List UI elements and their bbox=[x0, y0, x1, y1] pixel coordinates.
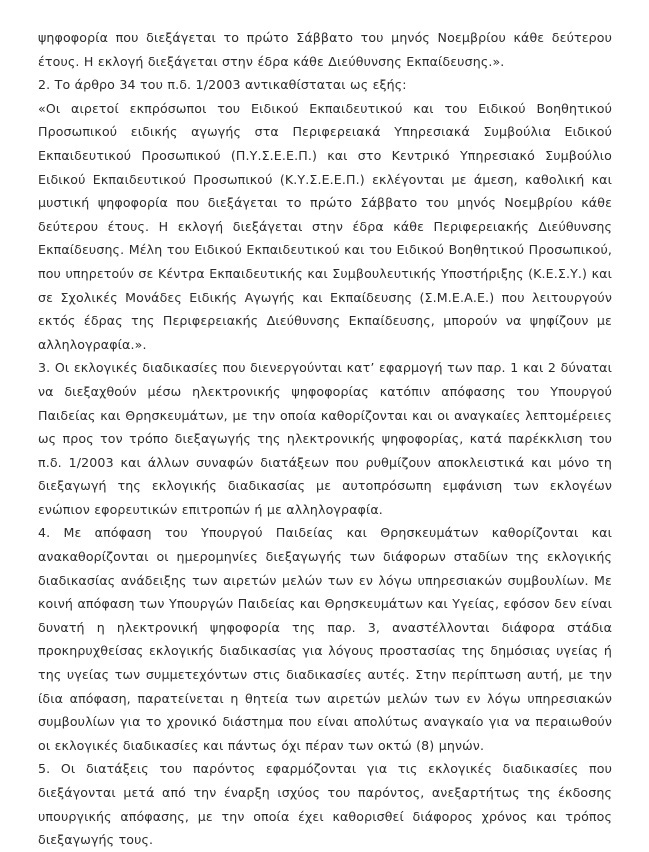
paragraph-2-quote: «Οι αιρετοί εκπρόσωποι του Ειδικού Εκπαιδευτικού και του Ειδικού Βοηθητικού Προσωπικού ειδικής αγωγής στα Περιφερειακά Υπηρεσιακά Συμβούλια Ειδικού Εκπαιδευτικού Προσωπικού (Π.Υ.Σ.Ε.Ε.Π.) και στο Κεντρικό Υπηρεσιακό Συμβούλιο Ειδικού Εκπαιδευτικού Προσωπικού (Κ.Υ.Σ.Ε.Ε.Π.) εκλέγονται με άμεση, καθολική και μυστική ψηφοφορία που διεξάγεται το πρώτο Σάββατο του μηνός Νοεμβρίου κάθε δεύτερου έτους. Η εκλογή διεξάγεται στην έδρα κάθε Περιφερειακής Διεύθυνσης Εκπαίδευσης. Μέλη του Ειδικού Εκπαιδευτικού και του Ειδικού Βοηθητικού Προσωπικού, που υπηρετούν σε Κέντρα Εκπαιδευτικής και Συμβουλευτικής Υποστήριξης (Κ.Ε.Σ.Υ.) και σε Σχολικές Μονάδες Ειδικής Αγωγής και Εκπαίδευσης (Σ.Μ.Ε.Α.Ε.) που λειτουργούν εκτός έδρας της Περιφερειακής Διεύθυνσης Εκπαίδευσης, μπορούν να ψηφίζουν με αλληλογραφία.». bbox=[38, 100, 612, 352]
paragraph-continuation: ψηφοφορία που διεξάγεται το πρώτο Σάββατο του μηνός Νοεμβρίου κάθε δεύτερου έτους. Η εκλογή διεξάγεται στην έδρα κάθε Διεύθυνσης Εκπαίδευσης.». bbox=[38, 30, 612, 69]
paragraph-3: 3. Οι εκλογικές διαδικασίες που διενεργούνται κατ’ εφαρμογή των παρ. 1 και 2 δύναται να διεξαχθούν μέσω ηλεκτρονικής ψηφοφορίας κατόπιν απόφασης του Υπουργού Παιδείας και Θρησκευμάτων, με την οποία καθορίζονται και οι αναγκαίες λεπτομέρειες ως προς τον τρόπο διεξαγωγής της ηλεκτρονικής ψηφοφορίας, κατά παρέκκλιση του π.δ. 1/2003 και άλλων συναφών διατάξεων που ρυθμίζουν αποκλειστικά και μόνο τη διεξαγωγή της εκλογικής διαδικασίας με αυτοπρόσωπη εμφάνιση των εκλογέων ενώπιον εφορευτικών επιτροπών ή με αλληλογραφία. bbox=[38, 360, 612, 517]
paragraph-5: 5. Οι διατάξεις του παρόντος εφαρμόζονται για τις εκλογικές διαδικασίες που διεξάγονται μετά από την έναρξη ισχύος του παρόντος, ανεξαρτήτως της έκδοσης υπουργικής απόφασης, με την οποία έχει καθορισθεί διάφορος χρόνος και τρόπος διεξαγωγής τους. bbox=[38, 761, 612, 848]
paragraph-4: 4. Με απόφαση του Υπουργού Παιδείας και Θρησκευμάτων καθορίζονται και ανακαθορίζονται οι ημερομηνίες διεξαγωγής των διάφορων σταδίων της εκλογικής διαδικασίας ανάδειξης των αιρετών μελών των εν λόγω υπηρεσιακών συμβουλίων. Με κοινή απόφαση των Υπουργών Παιδείας και Θρησκευμάτων και Υγείας, εφόσον δεν είναι δυνατή η ηλεκτρονική ψηφοφορία της παρ. 3, αναστέλλονται διάφορα στάδια προκηρυχθείσας εκλογικής διαδικασίας για λόγους προστασίας της δημόσιας υγείας ή της υγείας των συμμετεχόντων στις διαδικασίες αυτές. Στην περίπτωση αυτή, με την ίδια απόφαση, παρατείνεται η θητεία των αιρετών μελών των εν λόγω υπηρεσιακών συμβουλίων για το χρονικό διάστημα που είναι απολύτως αναγκαίο για να περαιωθούν οι εκλογικές διαδικασίες και πάντως όχι πέραν των οκτώ (8) μηνών. bbox=[38, 525, 612, 753]
paragraph-2-intro: 2. Το άρθρο 34 του π.δ. 1/2003 αντικαθίσταται ως εξής: bbox=[38, 77, 407, 93]
document-text-body bbox=[38, 26, 612, 852]
